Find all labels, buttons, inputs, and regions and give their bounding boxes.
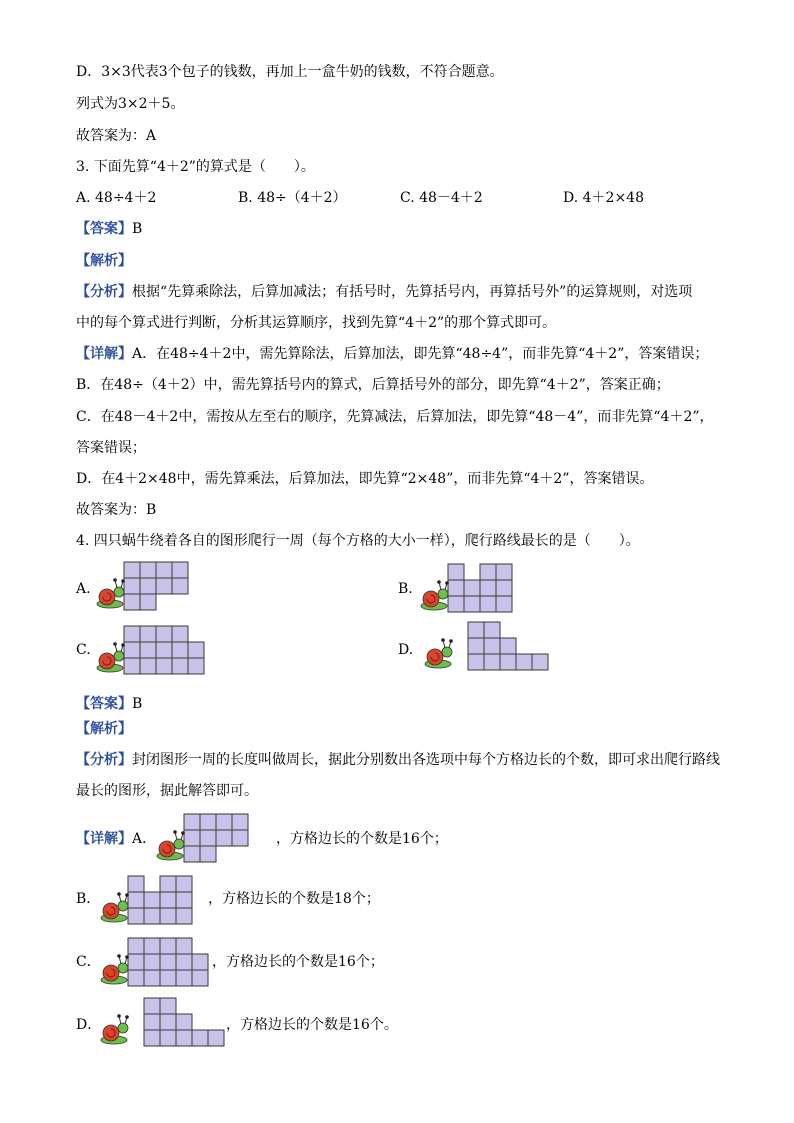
grid-cell <box>160 1030 176 1046</box>
q3-analysis-text-1: 根据“先算乘除法，后算加减法；有括号时，先算括号内，再算括号外”的运算规则，对选项 <box>132 284 693 300</box>
grid-cell <box>160 876 176 892</box>
q4-detail-b-text: ，方格边长的个数是18个； <box>208 891 380 907</box>
grid-cell <box>216 830 232 846</box>
q4-detail-d-prefix: D． <box>76 1017 102 1033</box>
q4-detail-c-text: ，方格边长的个数是16个； <box>212 954 384 970</box>
grid-cell <box>496 580 512 596</box>
grid-cell <box>184 830 200 846</box>
grid-cell <box>128 876 144 892</box>
q3-conclusion: 故答案为：B <box>76 502 157 518</box>
q4-detail-figure-b <box>100 874 194 926</box>
grid-cell <box>156 578 172 594</box>
grid-cell <box>156 642 172 658</box>
q4-detail-d-text: ，方格边长的个数是16个。 <box>226 1017 398 1033</box>
q3-detail-a <box>76 345 708 363</box>
grid-cell <box>184 846 200 862</box>
snail-icon <box>157 830 185 860</box>
grid-cell <box>140 594 156 610</box>
grid-cell <box>448 580 464 596</box>
grid-cell <box>128 954 144 970</box>
grid-cell <box>144 1030 160 1046</box>
grid-cell <box>480 580 496 596</box>
jiexi-tag: 【解析】 <box>76 253 132 269</box>
q4-detail-figure-d <box>100 996 226 1048</box>
grid-cell <box>184 814 200 830</box>
grid-cell <box>140 642 156 658</box>
grid-cell <box>140 578 156 594</box>
grid-cell <box>176 938 192 954</box>
snail-icon <box>97 642 125 672</box>
answer-tag: 【答案】 <box>76 221 132 237</box>
snail-icon <box>421 580 449 610</box>
grid-cell <box>160 938 176 954</box>
grid-cell <box>144 938 160 954</box>
grid-cell <box>128 970 144 986</box>
q4-figure-b <box>420 562 514 614</box>
grid-cell <box>232 814 248 830</box>
grid-cell <box>496 564 512 580</box>
q4-option-a-label: A. <box>76 581 91 597</box>
grid-cell <box>464 580 480 596</box>
grid-cell <box>124 642 140 658</box>
q4-analysis-text-1: 封闭图形一周的长度叫做周长，据此分别数出各选项中每个方格边长的个数，即可求出爬行路线 <box>132 752 720 768</box>
grid-cell <box>200 846 216 862</box>
grid-cell <box>176 1014 192 1030</box>
q4-answer: B <box>132 696 143 712</box>
q4-analysis-1 <box>76 751 720 769</box>
grid-cell <box>124 626 140 642</box>
line-answer-a: 故答案为：A <box>76 128 157 144</box>
grid-cell <box>172 562 188 578</box>
q4-detail-a-prefix <box>76 830 156 848</box>
q4-figure-a <box>96 560 190 612</box>
jiexi-tag: 【解析】 <box>76 721 132 737</box>
grid-cell <box>468 654 484 670</box>
q4-detail-a-text: ，方格边长的个数是16个； <box>276 831 448 847</box>
grid-cell <box>140 562 156 578</box>
q3-analysis-1 <box>76 283 692 301</box>
q4-detail-figure-a <box>156 812 250 864</box>
grid-cell <box>480 596 496 612</box>
grid-cell <box>480 564 496 580</box>
grid-cell <box>516 654 532 670</box>
q3-analysis-2: 中的每个算式进行判断，分析其运算顺序，找到先算“4＋2”的那个算式即可。 <box>76 315 557 331</box>
q4-answer-line <box>76 695 142 713</box>
line-formula: 列式为3×2＋5。 <box>76 96 185 112</box>
grid-cell <box>188 642 204 658</box>
grid-cell <box>464 596 480 612</box>
grid-cell <box>176 876 192 892</box>
grid-cell <box>448 564 464 580</box>
grid-cell <box>144 1014 160 1030</box>
q3-detail-a-text: A．在48÷4＋2中，需先算除法，后算加法，即先算“48÷4”，而非先算“4＋2”，答案错误； <box>132 346 709 362</box>
q4-jiexi <box>76 720 132 738</box>
q3-option-b: B. 48÷（4＋2） <box>238 190 347 206</box>
q4-option-b-label: B. <box>398 581 413 597</box>
question-3: 3. 下面先算“4＋2”的算式是（ ）。 <box>76 159 315 175</box>
grid-cell <box>484 622 500 638</box>
grid-cell <box>124 594 140 610</box>
grid-cell <box>156 562 172 578</box>
q3-detail-b: B．在48÷（4＋2）中，需先算括号内的算式，后算括号外的部分，即先算“4＋2”，答案正确； <box>76 377 670 393</box>
grid-cell <box>176 908 192 924</box>
grid-cell <box>160 892 176 908</box>
grid-cell <box>160 970 176 986</box>
grid-cell <box>500 654 516 670</box>
grid-cell <box>160 998 176 1014</box>
grid-cell <box>172 578 188 594</box>
q3-option-a: A. 48÷4＋2 <box>76 190 157 206</box>
grid-cell <box>144 998 160 1014</box>
grid-cell <box>144 892 160 908</box>
q4-detail-b-prefix: B． <box>76 891 101 907</box>
q3-option-d: D. 4＋2×48 <box>563 190 644 206</box>
q3-option-c: C. 48－4＋2 <box>400 190 483 206</box>
grid-cell <box>200 814 216 830</box>
grid-cell <box>192 954 208 970</box>
grid-cell <box>188 658 204 674</box>
q4-detail-c-prefix: C． <box>76 954 101 970</box>
grid-cell <box>160 908 176 924</box>
fenxi-tag: 【分析】 <box>76 284 132 300</box>
grid-cell <box>208 1030 224 1046</box>
xiangjie-tag: 【详解】 <box>76 831 132 847</box>
grid-cell <box>484 638 500 654</box>
q3-answer: B <box>132 221 143 237</box>
q4-option-c-label: C. <box>76 642 91 658</box>
grid-cell <box>468 622 484 638</box>
grid-cell <box>192 1030 208 1046</box>
grid-cell <box>172 626 188 642</box>
snail-icon <box>97 578 125 608</box>
snail-icon <box>101 954 129 984</box>
q3-detail-c1: C．在48－4＋2中，需按从左至右的顺序，先算减法，后算加法，即先算“48－4”，而非先算“4＋2”， <box>76 409 714 425</box>
grid-cell <box>532 654 548 670</box>
grid-cell <box>124 658 140 674</box>
q3-jiexi <box>76 252 132 270</box>
q4-figure-d <box>424 620 550 672</box>
q4-option-d-label: D. <box>398 642 414 658</box>
grid-cell <box>448 596 464 612</box>
q3-detail-d: D．在4＋2×48中，需先算乘法，后算加法，即先算“2×48”，而非先算“4＋2”，答案错误。 <box>76 471 654 487</box>
grid-cell <box>160 954 176 970</box>
q4-figure-c <box>96 624 206 676</box>
grid-cell <box>500 638 516 654</box>
q4-detail-a-letter: A． <box>132 831 157 847</box>
grid-cell <box>128 938 144 954</box>
q3-detail-c2: 答案错误； <box>76 440 146 456</box>
q4-analysis-2: 最长的图形，据此解答即可。 <box>76 783 258 799</box>
xiangjie-tag: 【详解】 <box>76 346 132 362</box>
grid-cell <box>192 970 208 986</box>
snail-icon <box>101 892 129 922</box>
grid-cell <box>124 578 140 594</box>
grid-cell <box>156 626 172 642</box>
grid-cell <box>176 892 192 908</box>
grid-cell <box>160 1014 176 1030</box>
grid-cell <box>128 892 144 908</box>
grid-cell <box>144 954 160 970</box>
grid-cell <box>468 638 484 654</box>
grid-cell <box>140 626 156 642</box>
fenxi-tag: 【分析】 <box>76 752 132 768</box>
question-4: 4. 四只蜗牛绕着各自的图形爬行一周（每个方格的大小一样），爬行路线最长的是（ ）。 <box>76 533 640 549</box>
grid-cell <box>172 658 188 674</box>
grid-cell <box>496 596 512 612</box>
snail-icon <box>101 1014 129 1044</box>
grid-cell <box>140 658 156 674</box>
answer-tag: 【答案】 <box>76 696 132 712</box>
grid-cell <box>144 908 160 924</box>
grid-cell <box>176 1030 192 1046</box>
grid-cell <box>216 814 232 830</box>
grid-cell <box>176 970 192 986</box>
grid-cell <box>176 954 192 970</box>
grid-cell <box>128 908 144 924</box>
grid-cell <box>144 970 160 986</box>
grid-cell <box>200 830 216 846</box>
grid-cell <box>124 562 140 578</box>
q3-answer-line <box>76 220 142 238</box>
grid-cell <box>156 658 172 674</box>
grid-cell <box>232 830 248 846</box>
q4-detail-figure-c <box>100 936 210 988</box>
snail-icon <box>425 638 453 668</box>
line-option-d-note: D．3×3代表3个包子的钱数，再加上一盒牛奶的钱数，不符合题意。 <box>76 64 504 80</box>
grid-cell <box>172 642 188 658</box>
grid-cell <box>484 654 500 670</box>
